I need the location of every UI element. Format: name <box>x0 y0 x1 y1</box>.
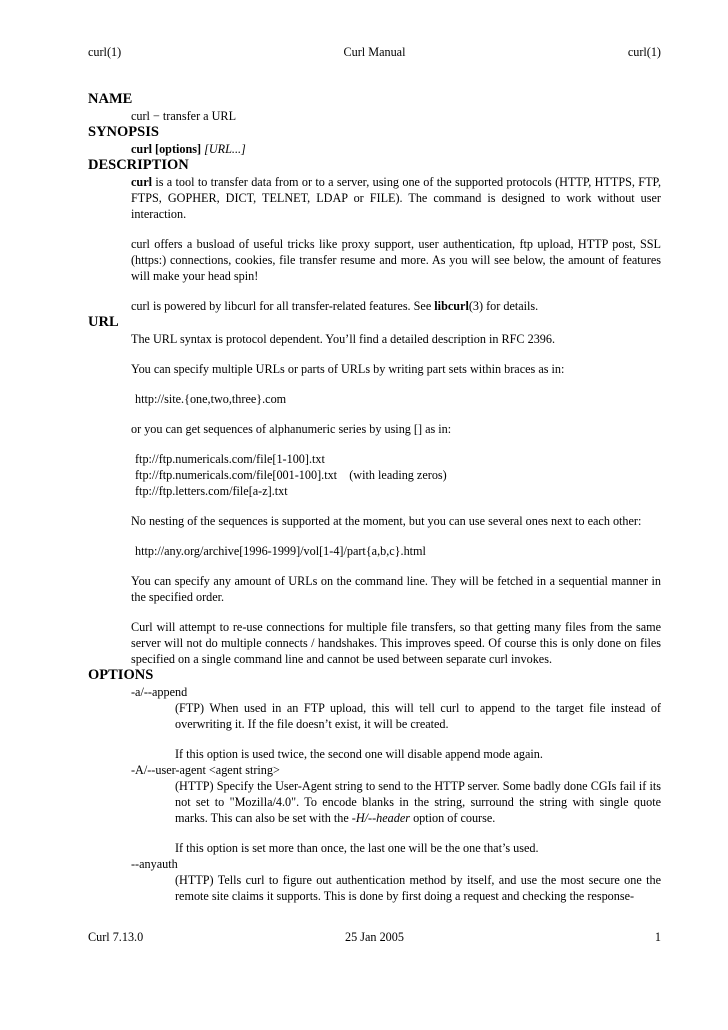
section-heading-synopsis: SYNOPSIS <box>88 124 159 140</box>
url-paragraph-4: No nesting of the sequences is supported at the moment, but you can use several ones next to each other: <box>131 514 642 528</box>
url-example-line: ftp://ftp.numericals.com/file[1-100].txt <box>135 452 325 466</box>
url-example-sequences <box>131 451 661 499</box>
libcurl-bold: libcurl <box>434 299 469 313</box>
synopsis-text <box>131 141 661 157</box>
option-flag-append: -a/--append <box>131 685 188 699</box>
header-right: curl(1) <box>627 45 661 59</box>
option-anyauth-desc-1: (HTTP) Tells curl to figure out authentication method by itself, and use the most secure one the remote site claims it supports. This is done by first doing a request and checking the response- <box>175 873 661 903</box>
option-append-desc-1: (FTP) When used in an FTP upload, this will tell curl to append to the target file instead of overwriting it. If the file doesn’t exist, it will be created. <box>175 701 661 731</box>
url-paragraph-1: The URL syntax is protocol dependent. You’ll find a detailed description in RFC 2396. <box>131 332 556 346</box>
option-user-agent-desc-1: (HTTP) Specify the User-Agent string to send to the HTTP server. Some badly done CGIs fail if its not set to "Mozilla/4.0". To encode blanks in the string, surround the string with single quote marks. This can also be set with the -H/--header option of course. <box>175 779 661 825</box>
section-heading-description: DESCRIPTION <box>88 157 189 173</box>
footer-date: 25 Jan 2005 <box>345 930 404 944</box>
header-option-italic: -H/--header <box>351 811 411 825</box>
page-footer <box>88 929 661 945</box>
name-text: curl − transfer a URL <box>131 109 237 123</box>
page-header <box>88 44 661 60</box>
section-heading-name: NAME <box>88 91 133 107</box>
description-paragraph-3: curl is powered by libcurl for all transfer-related features. See libcurl(3) for details. <box>131 299 539 313</box>
footer-page-number: 1 <box>654 930 661 944</box>
section-heading-url: URL <box>88 314 119 330</box>
option-user-agent-desc-2: If this option is set more than once, the last one will be the one that’s used. <box>175 841 539 855</box>
section-heading-options: OPTIONS <box>88 667 154 683</box>
url-paragraph-5: You can specify any amount of URLs on the command line. They will be fetched in a sequential manner in the specified order. <box>131 574 661 604</box>
url-paragraph-2: You can specify multiple URLs or parts of URLs by writing part sets within braces as in: <box>131 362 565 376</box>
option-append-desc-2: If this option is used twice, the second one will disable append mode again. <box>175 747 543 761</box>
url-example-line: ftp://ftp.letters.com/file[a-z].txt <box>135 484 288 498</box>
footer-version: Curl 7.13.0 <box>88 930 144 944</box>
description-paragraph-2: curl offers a busload of useful tricks like proxy support, user authentication, ftp upload, HTTP post, SSL (https:) connections, cookies, file transfer resume and more. As you will see below, the amount of features will make your head spin! <box>131 237 661 283</box>
url-paragraph-6: Curl will attempt to re-use connections for multiple file transfers, so that getting many files from the same server will not do multiple connects / handshakes. This improves speed. Of course this is only done on files specified on a single command line and cannot be used between separate curl invokes. <box>131 620 661 666</box>
url-example-combined: http://any.org/archive[1996-1999]/vol[1-4]/part{a,b,c}.html <box>135 544 426 558</box>
synopsis-args: [URL...] <box>204 142 246 156</box>
header-title: Curl Manual <box>343 45 406 59</box>
url-paragraph-3: or you can get sequences of alphanumeric series by using [] as in: <box>131 422 452 436</box>
url-example-braces: http://site.{one,two,three}.com <box>135 392 287 406</box>
option-flag-anyauth: --anyauth <box>131 857 178 871</box>
synopsis-command: curl [options] <box>131 142 202 156</box>
curl-bold: curl <box>131 175 152 189</box>
url-example-line: ftp://ftp.numericals.com/file[001-100].txt (with leading zeros) <box>135 468 447 482</box>
manual-content <box>88 91 661 904</box>
option-flag-user-agent: -A/--user-agent <agent string> <box>131 763 280 777</box>
description-paragraph-1: curl is a tool to transfer data from or to a server, using one of the supported protocols (HTTP, HTTPS, FTP, FTPS, GOPHER, DICT, TELNET, LDAP or FILE). The command is designed to work without user interaction. <box>131 175 661 221</box>
header-left: curl(1) <box>88 45 122 59</box>
